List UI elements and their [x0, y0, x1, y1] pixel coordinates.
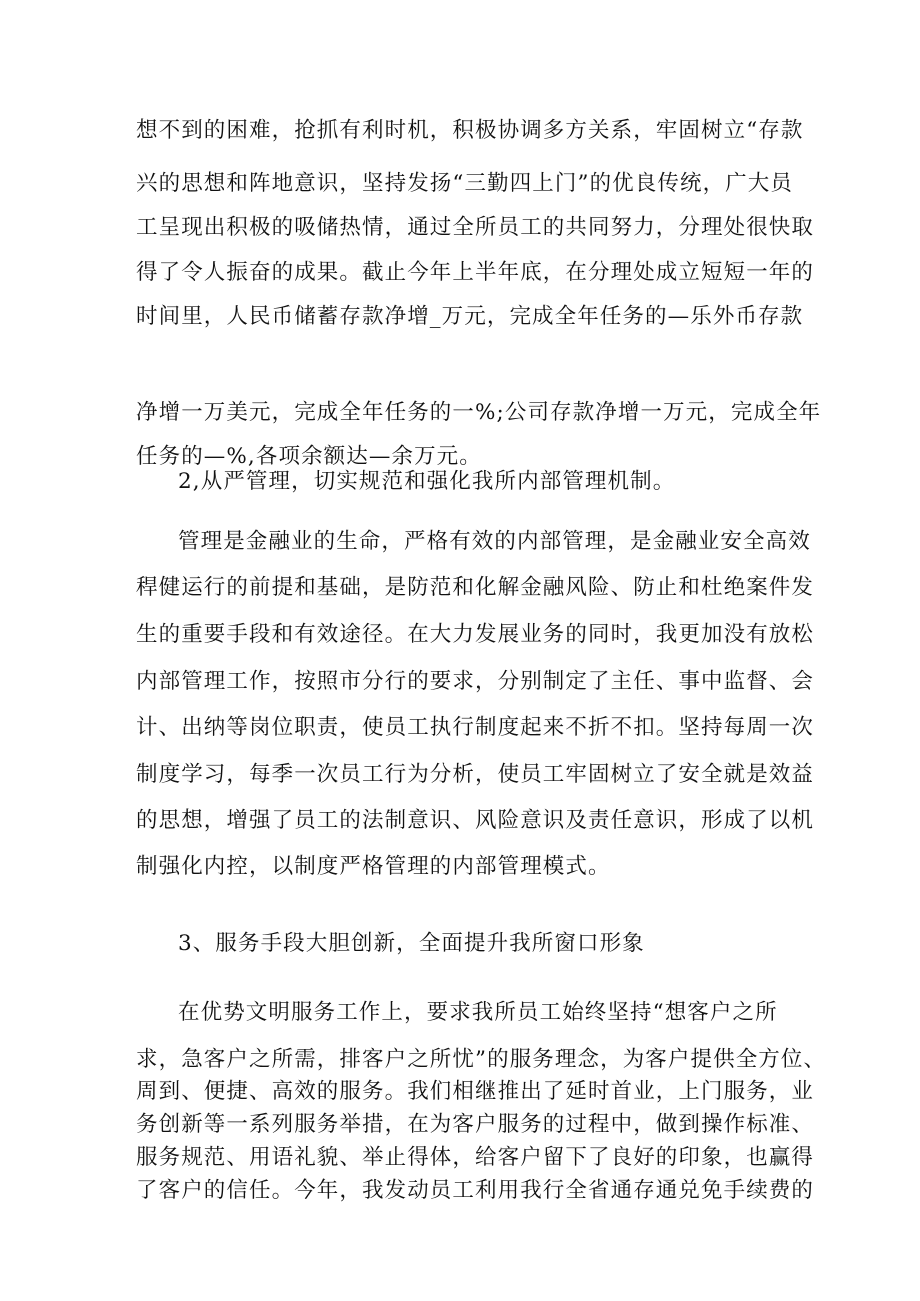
paragraph-1-line-text: 任务的—%,各项余额达—余万元。 — [136, 444, 482, 469]
paragraph-2-line-text: 制度学习，每季一次员工行为分析，使员工牢固树立了安全就是效益 — [136, 762, 815, 787]
paragraph-1-line-text: 兴的思想和阵地意识，坚持发扬“三勤四上门”的优良传统，广大员 — [136, 171, 793, 196]
paragraph-1-line-text: 想不到的困难，抢抓有利时机，积极协调多方关系，牢固树立“存款 — [136, 118, 804, 143]
paragraph-2-line-text: 的思想，增强了员工的法制意识、风险意识及责任意识，形成了以机 — [136, 808, 815, 833]
paragraph-1-line-text: 净增一万美元，完成全年任务的一%;公司存款净增一万元，完成全年 — [136, 400, 822, 425]
paragraph-2-line-text: 生的重要手段和有效途径。在大力发展业务的同时，我更加没有放松 — [136, 622, 815, 647]
paragraph-3-line-text: 了客户的信任。今年，我发动员工利用我行全省通存通兑免手续费的 — [136, 1178, 815, 1203]
paragraph-2-line-text: 制强化内控，以制度严格管理的内部管理模式。 — [136, 854, 611, 879]
paragraph-2-line-text: 计、出纳等岗位职责，使员工执行制度起来不折不扣。坚持每周一次 — [136, 715, 815, 740]
section-heading-2-text: 2,从严管理，切实规范和强化我所内部管理机制。 — [178, 469, 676, 494]
paragraph-2-line-text: 内部管理工作，按照市分行的要求，分别制定了主任、事中监督、会 — [136, 669, 815, 694]
paragraph-1-line-text: 工呈现出积极的吸储热情，通过全所员工的共同努力，分理处很快取 — [136, 215, 815, 240]
paragraph-1-line-text: 得了令人振奋的成果。截止今年上半年底，在分理处成立短短一年的 — [136, 260, 815, 285]
paragraph-3-line-text: 求，急客户之所需，排客户之所忧”的服务理念，为客户提供全方位、 — [136, 1047, 827, 1072]
section-heading-3-text: 3、服务手段大胆创新，全面提升我所窗口形象 — [178, 931, 645, 956]
paragraph-3-line-text: 服务规范、用语礼貌、举止得体，给客户留下了良好的印象，也赢得 — [136, 1145, 815, 1170]
paragraph-3-line-text: 务创新等一系列服务举措，在为客户服务的过程中，做到操作标准、 — [136, 1112, 815, 1137]
paragraph-2-line-text: 管理是金融业的生命，严格有效的内部管理，是金融业安全高效 — [178, 529, 811, 554]
paragraph-1-line-text: 时间里，人民币储蓄存款净增_万元，完成全年任务的—乐外币存款 — [136, 304, 804, 329]
paragraph-2-line-text: 稈健运行的前提和基础，是防范和化解金融风险、防止和杜绝案件发 — [136, 575, 815, 600]
paragraph-3-line-text: 在优势文明服务工作上，要求我所员工始终坚持“想客户之所 — [178, 1000, 778, 1025]
paragraph-3-line-text: 周到、便捷、高效的服务。我们相继推出了延时首业，上门服务，业 — [136, 1079, 815, 1104]
